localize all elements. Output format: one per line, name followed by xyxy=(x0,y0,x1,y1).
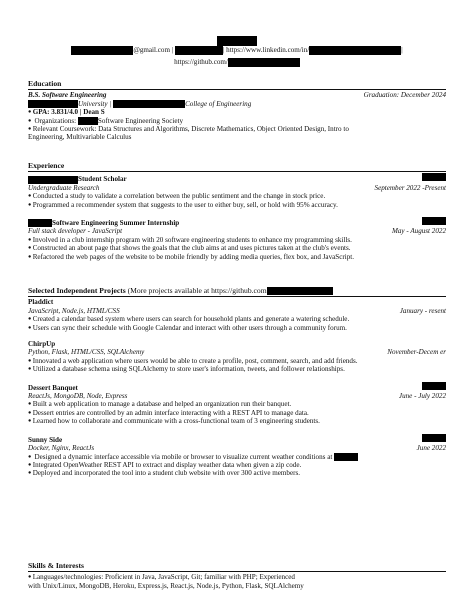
name-redacted-block xyxy=(0,36,474,46)
job-2-subtitle: Full stack developer - JavaScript xyxy=(28,227,123,236)
project-3-name: Dessert Banquet xyxy=(28,383,78,392)
degree: B.S. Software Engineering xyxy=(28,91,107,100)
projects-heading xyxy=(28,287,446,297)
github-line xyxy=(0,58,474,67)
project-4-bullet-text: Designed a dynamic interface accessible via mobile or browser to visualize current weather conditions at xyxy=(34,452,333,461)
experience-section xyxy=(28,162,446,261)
redacted-name xyxy=(217,36,257,46)
job-2-bullet: ● Involved in a club internship program with 20 software engineering students to enhance my programming skills. xyxy=(28,236,446,244)
coursework-cont: Engineering, Multivariable Calculus xyxy=(28,133,132,142)
graduation-date: Graduation: December 2024 xyxy=(363,91,446,100)
redacted-job-2-location xyxy=(422,217,446,225)
redacted-project-4-location xyxy=(422,434,446,442)
job-2-bullet: ● Refactored the web pages of the website to be mobile friendly by adding media queries, flex box, and JavaScript. xyxy=(28,253,446,261)
university-suffix: University | xyxy=(78,99,112,108)
email-suffix: @gmail.com | xyxy=(133,46,174,55)
project-1-bullet: ● Created a calendar based system where users can search for household plants and generate a watering schedule. xyxy=(28,315,446,323)
gpa: ● GPA: 3.831/4.0 | Dean S xyxy=(28,108,446,116)
redacted-email-user xyxy=(71,46,133,55)
project-1-subrow xyxy=(28,307,446,315)
university-row xyxy=(28,100,446,108)
job-1-bullet: ● Programmed a recommender system that suggests to the user to either buy, sell, or hold with 95% accuracy. xyxy=(28,201,446,209)
project-3-subrow xyxy=(28,392,446,400)
project-3-bullet: ● Learned how to collaborate and communicate with a cross-functional team of 3 engineering students. xyxy=(28,417,446,425)
skills-line-2: with Unix/Linux, MongoDB, Heroku, Express.js, React.js, Node.js, Python, Flask, SQLAlchemy xyxy=(28,581,304,590)
project-4-subrow xyxy=(28,444,446,452)
education-section xyxy=(28,80,446,142)
job-2-bullet: ● Constructed an about page that shows the goals that the club aims at and uses pictures taken at the club's events. xyxy=(28,244,446,252)
skills-line-1: ● Languages/technologies: Proficient in Java, JavaScript, Git; familiar with PHP; Experienced xyxy=(28,573,446,581)
job-2-title: Software Engineering Summer Internship xyxy=(52,219,180,228)
organizations-row xyxy=(28,117,446,125)
linkedin-prefix: | https://www.linkedin.com/in/ xyxy=(222,46,310,55)
redacted-project-3-location xyxy=(422,382,446,390)
redacted-job-2-org xyxy=(28,219,52,227)
project-3-bullet: ● Dessert entries are controlled by an admin interface interacting with a REST API to manage data. xyxy=(28,409,446,417)
projects-title-note: (More projects available at https://github.com xyxy=(127,286,267,295)
project-4-name: Sunny Side xyxy=(28,435,63,444)
redacted-college xyxy=(113,100,185,108)
coursework: ● Relevant Coursework: Data Structures and Algorithms, Discrete Mathematics, Object Oriented Design, Intro to xyxy=(28,125,446,133)
project-1-bullet: ● Users can sync their schedule with Google Calendar and interact with other users through a community forum. xyxy=(28,324,446,332)
projects-title: Selected Independent Projects xyxy=(28,286,126,295)
project-2-bullet: ● Utilized a database schema using SQLAlchemy to store user's information, tweets, and follower relationships. xyxy=(28,365,446,373)
project-3-stack: ReactJs, MongoDB, Node, Express xyxy=(28,392,128,401)
project-2-stack: Python, Flask, HTML/CSS, SQLAlchemy xyxy=(28,348,145,357)
redacted-job-1-location xyxy=(422,173,446,181)
github-prefix: https://github.com/ xyxy=(174,58,228,67)
project-3-header xyxy=(28,382,446,392)
redacted-github-handle xyxy=(228,58,300,67)
job-1-title: Student Scholar xyxy=(78,175,127,184)
project-2-dates: November-Decem er xyxy=(387,348,446,357)
redacted-project-4-place xyxy=(334,453,358,461)
job-2-dates: May - August 2022 xyxy=(391,227,446,236)
project-1-name: Pladdict xyxy=(28,298,54,307)
project-4-stack: Docker, Nginx, ReactJs xyxy=(28,444,95,453)
college-suffix: College of Engineering xyxy=(185,99,252,108)
contact-line xyxy=(0,46,474,55)
project-3-bullet: ● Built a web application to manage a database and helped an organization run their banquet. xyxy=(28,400,446,408)
redacted-github-projects xyxy=(267,287,333,295)
redacted-linkedin-handle xyxy=(309,46,401,55)
skills-heading: Skills & Interests xyxy=(28,562,446,572)
job-2-subrow xyxy=(28,227,446,235)
job-1-subrow xyxy=(28,184,446,192)
project-3-dates: June - July 2022 xyxy=(398,392,446,401)
redacted-phone xyxy=(175,46,223,55)
skills-section xyxy=(28,562,446,590)
job-1-header xyxy=(28,173,446,183)
project-4-bullet xyxy=(28,453,446,461)
redacted-university xyxy=(28,100,78,108)
linkedin-suffix: | xyxy=(401,46,403,55)
project-2-bullet: ● Innovated a web application where users would be able to create a profile, post, comment, search, and add friends. xyxy=(28,357,446,365)
redacted-job-1-org xyxy=(28,176,78,184)
job-1-subtitle: Undergraduate Research xyxy=(28,183,100,192)
project-1-dates: January - resent xyxy=(399,306,446,315)
organizations-label: Organizations: xyxy=(34,116,77,125)
experience-heading: Experience xyxy=(28,162,446,172)
project-4-header xyxy=(28,434,446,444)
job-1-dates: September 2022 -Present xyxy=(374,183,446,192)
project-2-name: ChirpUp xyxy=(28,340,56,349)
project-4-bullet: ● Deployed and incorporated the tool into a student club website with over 300 active members. xyxy=(28,469,446,477)
projects-section xyxy=(28,287,446,478)
education-heading: Education xyxy=(28,80,446,90)
project-1-stack: JavaScript, Node.js, HTML/CSS xyxy=(28,306,120,315)
job-1-bullet: ● Conducted a study to validate a correlation between the public sentiment and the change in stock price. xyxy=(28,192,446,200)
redacted-organization xyxy=(78,117,98,125)
project-2-subrow xyxy=(28,348,446,356)
job-2-header xyxy=(28,217,446,227)
organizations-value: Software Engineering Society xyxy=(97,116,184,125)
project-4-dates: June 2022 xyxy=(416,444,446,453)
project-4-bullet: ● Integrated OpenWeather REST API to extract and display weather data when given a zip code. xyxy=(28,461,446,469)
degree-row xyxy=(28,91,446,99)
